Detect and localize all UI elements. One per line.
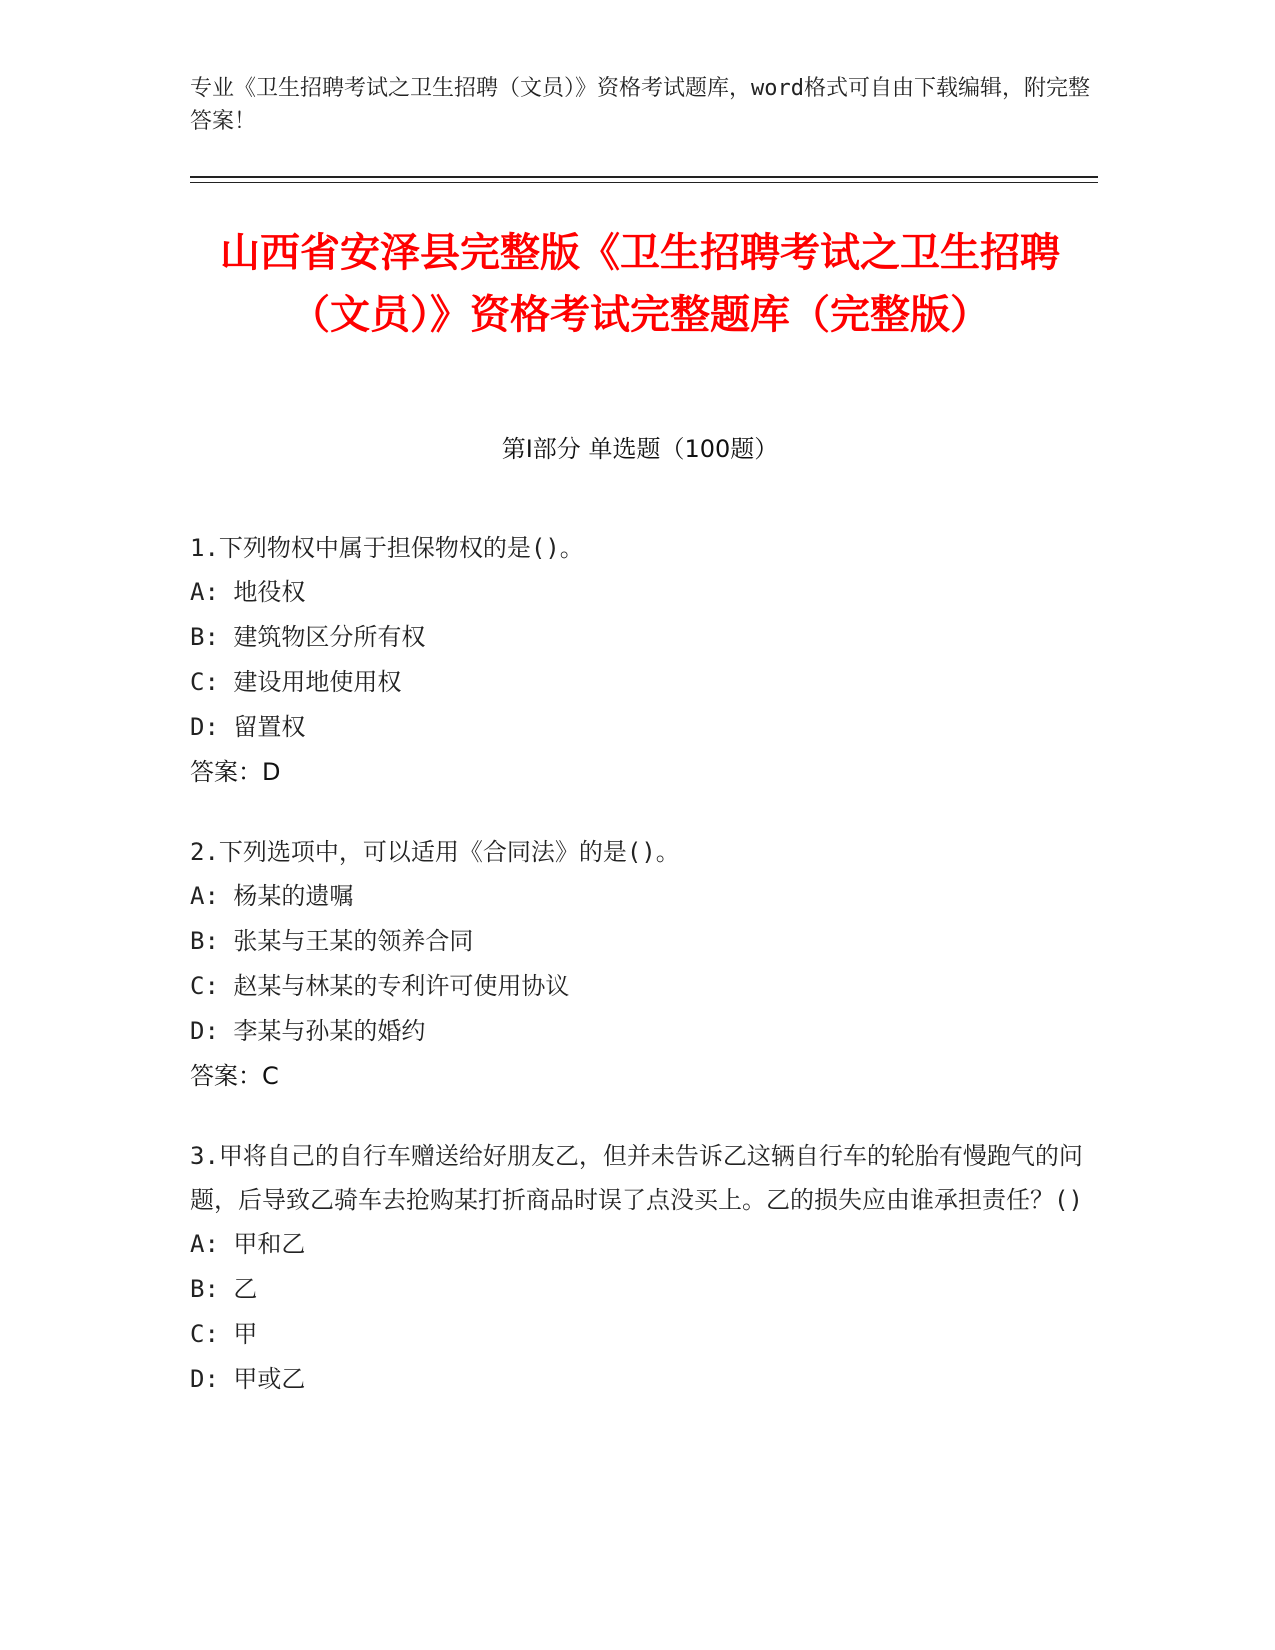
option-a: A: 甲和乙	[190, 1230, 306, 1258]
document-title: 山西省安泽县完整版《卫生招聘考试之卫生招聘（文员）》资格考试完整题库（完整版）	[220, 230, 1060, 338]
header-note: 专业《卫生招聘考试之卫生招聘（文员）》资格考试题库，word格式可自由下载编辑，附完整答案！	[190, 76, 1090, 134]
option-d: D: 李某与孙某的婚约	[190, 1017, 426, 1045]
question-3	[190, 1134, 1090, 1402]
option-a: A: 杨某的遗嘱	[190, 882, 354, 910]
option-c: C: 甲	[190, 1320, 258, 1348]
option-d: D: 甲或乙	[190, 1365, 306, 1393]
section-heading: 第I部分 单选题（100题）	[501, 435, 779, 463]
question-1	[190, 526, 1090, 795]
option-b: B: 乙	[190, 1275, 258, 1303]
question-text: 2.下列选项中，可以适用《合同法》的是()。	[190, 838, 680, 866]
header-divider-thick	[190, 176, 1098, 178]
option-b: B: 张某与王某的领养合同	[190, 927, 474, 955]
question-text: 3.甲将自己的自行车赠送给好朋友乙，但并未告诉乙这辆自行车的轮胎有慢跑气的问题，后导致乙骑车去抢购某打折商品时误了点没买上。乙的损失应由谁承担责任？()	[190, 1142, 1083, 1214]
question-text: 1.下列物权中属于担保物权的是()。	[190, 534, 584, 562]
option-b: B: 建筑物区分所有权	[190, 623, 426, 651]
option-c: C: 建设用地使用权	[190, 668, 402, 696]
header-divider-thin	[190, 182, 1098, 183]
option-a: A: 地役权	[190, 578, 306, 606]
answer: 答案：D	[190, 758, 281, 786]
option-d: D: 留置权	[190, 713, 306, 741]
option-c: C: 赵某与林某的专利许可使用协议	[190, 972, 570, 1000]
question-2	[190, 830, 1090, 1099]
answer: 答案：C	[190, 1062, 279, 1090]
